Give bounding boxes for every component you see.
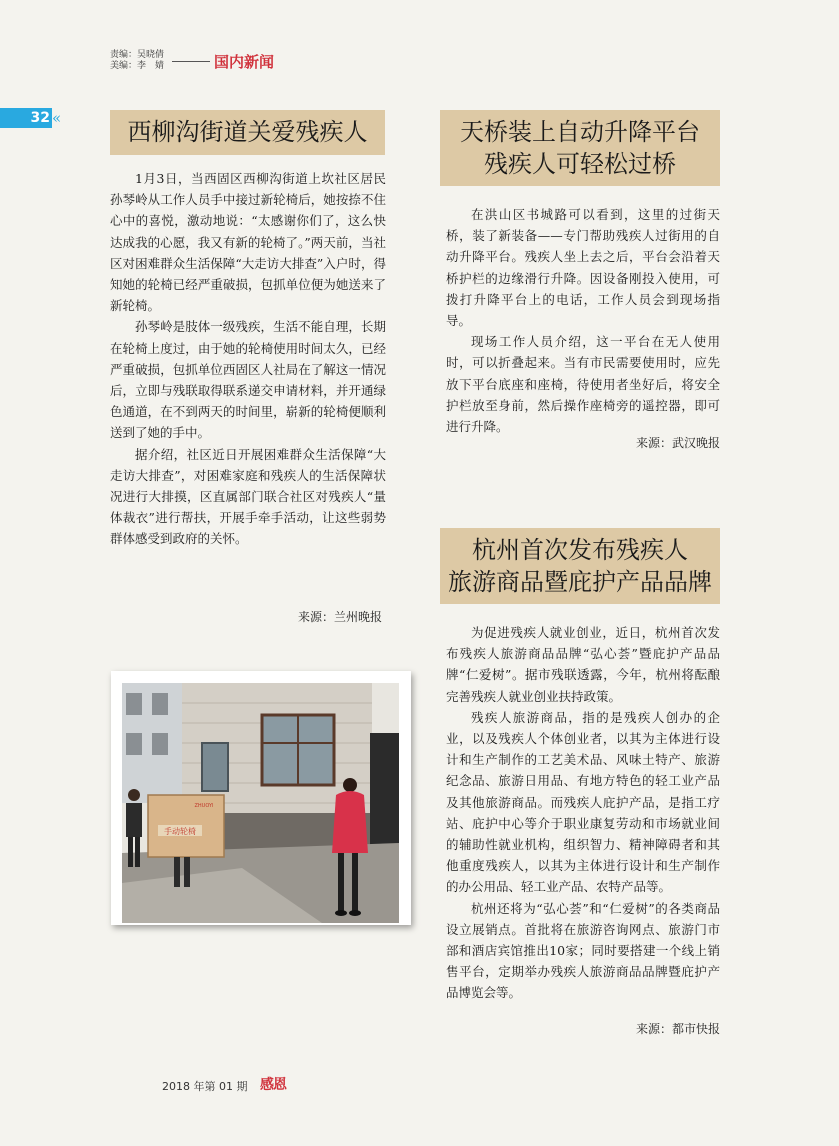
article-1-title: 西柳沟街道关爱残疾人	[110, 110, 385, 155]
article-3-paragraph: 残疾人旅游商品，指的是残疾人创办的企业，以及残疾人个体创业者，以其为主体进行设计和生产制作的工艺美术品、风味土特产、旅游纪念品、旅游日用品、有地方特色的轻工业产品及其他旅游商品。而残疾人庇护产品，是指工疗站、庇护中心等介于职业康复劳动和市场就业间的辅助性就业机构，组织智力、精神障碍者和其他重度残疾人，以其为主体进行设计和生产制作的办公用品、轻工业产品、农特产品等。	[446, 709, 720, 895]
article-3-title-line-2: 旅游商品暨庇护产品品牌	[448, 568, 712, 596]
article-1-paragraph: 孙琴岭是肢体一级残疾，生活不能自理，长期在轮椅上度过，由于她的轮椅使用时间太久，已经严重破损，包抓单位西固区人社局在了解这一情况后，立即与残联取得联系递交申请材料，并开通绿色通道，在不到两天的时间里，崭新的轮椅便顺利送到了她的手中。	[110, 319, 386, 441]
magazine-logo: 感恩	[260, 1077, 286, 1093]
article-2-title-line-1: 天桥装上自动升降平台	[460, 118, 700, 146]
news-photo	[122, 683, 399, 923]
article-1-body	[110, 168, 386, 550]
section-title: 国内新闻	[214, 53, 275, 71]
box-label: 手动轮椅	[164, 827, 196, 836]
editor-line: 责编：吴晓倩	[110, 50, 165, 60]
page-number-badge: 32	[0, 108, 52, 128]
article-3-paragraph: 为促进残疾人就业创业，近日，杭州首次发布残疾人旅游商品品牌“弘心荟”暨庇护产品品牌“仁爱树”。据市残联透露，今年，杭州将酝酿完善残疾人就业创业扶持政策。	[446, 625, 720, 704]
article-2-paragraph: 现场工作人员介绍，这一平台在无人使用时，可以折叠起来。当有市民需要使用时，应先放下平台底座和座椅，待使用者坐好后，将安全护栏放至身前，然后操作座椅旁的遥控器，即可进行升降。	[446, 334, 720, 435]
editor-credits	[110, 50, 180, 72]
article-2-body	[446, 204, 720, 437]
article-1-paragraph: 1月3日，当西固区西柳沟街道上坎社区居民孙琴岭从工作人员手中接过新轮椅后，她按捺不住心中的喜悦，激动地说：“太感谢你们了，这么快达成我的心愿，我又有新的轮椅了。”两天前，当社区对困难群众生活保障“大走访大排查”入户时，得知她的轮椅已经严重破损，包抓单位便为她送来了新轮椅。	[110, 171, 386, 314]
header-divider	[172, 61, 210, 62]
article-3-body	[446, 622, 720, 1004]
article-3-source: 来源：都市快报	[635, 1022, 720, 1036]
article-2-source: 来源：武汉晚报	[635, 436, 720, 450]
article-3-title-line-1: 杭州首次发布残疾人	[472, 536, 688, 564]
article-2-paragraph: 在洪山区书城路可以看到，这里的过街天桥，装了新装备——专门帮助残疾人过街用的自动升降平台。残疾人坐上去之后，平台会沿着天桥护栏的边缘滑行升降。因设备刚投入使用，可拨打升降平台上的电话，工作人员会到现场指导。	[446, 207, 720, 329]
article-3-paragraph: 杭州还将为“弘心荟”和“仁爱树”的各类商品设立展销点。首批将在旅游咨询网点、旅游门市部和酒店宾馆推出10家；同时要搭建一个线上销售平台，定期举办残疾人旅游商品品牌暨庇护产品博览会等。	[446, 900, 720, 1001]
article-2-title	[440, 110, 720, 186]
designer-line: 美编：李 婧	[110, 61, 165, 71]
footer-issue: 2018 年第 01 期	[162, 1080, 248, 1093]
box-brand: ZHUOYI	[194, 803, 214, 809]
article-1-paragraph: 据介绍，社区近日开展困难群众生活保障“大走访大排查”，对困难家庭和残疾人的生活保障状况进行大排摸，区直属部门联合社区对残疾人“量体裁衣”进行帮扶，开展手牵手活动，让这些弱势群体感受到政府的关怀。	[110, 446, 386, 547]
page-chevron-icon: «	[52, 109, 62, 127]
article-2-title-line-2: 残疾人可轻松过桥	[484, 150, 676, 178]
article-3-title	[440, 528, 720, 604]
article-1-source: 来源：兰州晚报	[297, 610, 382, 624]
